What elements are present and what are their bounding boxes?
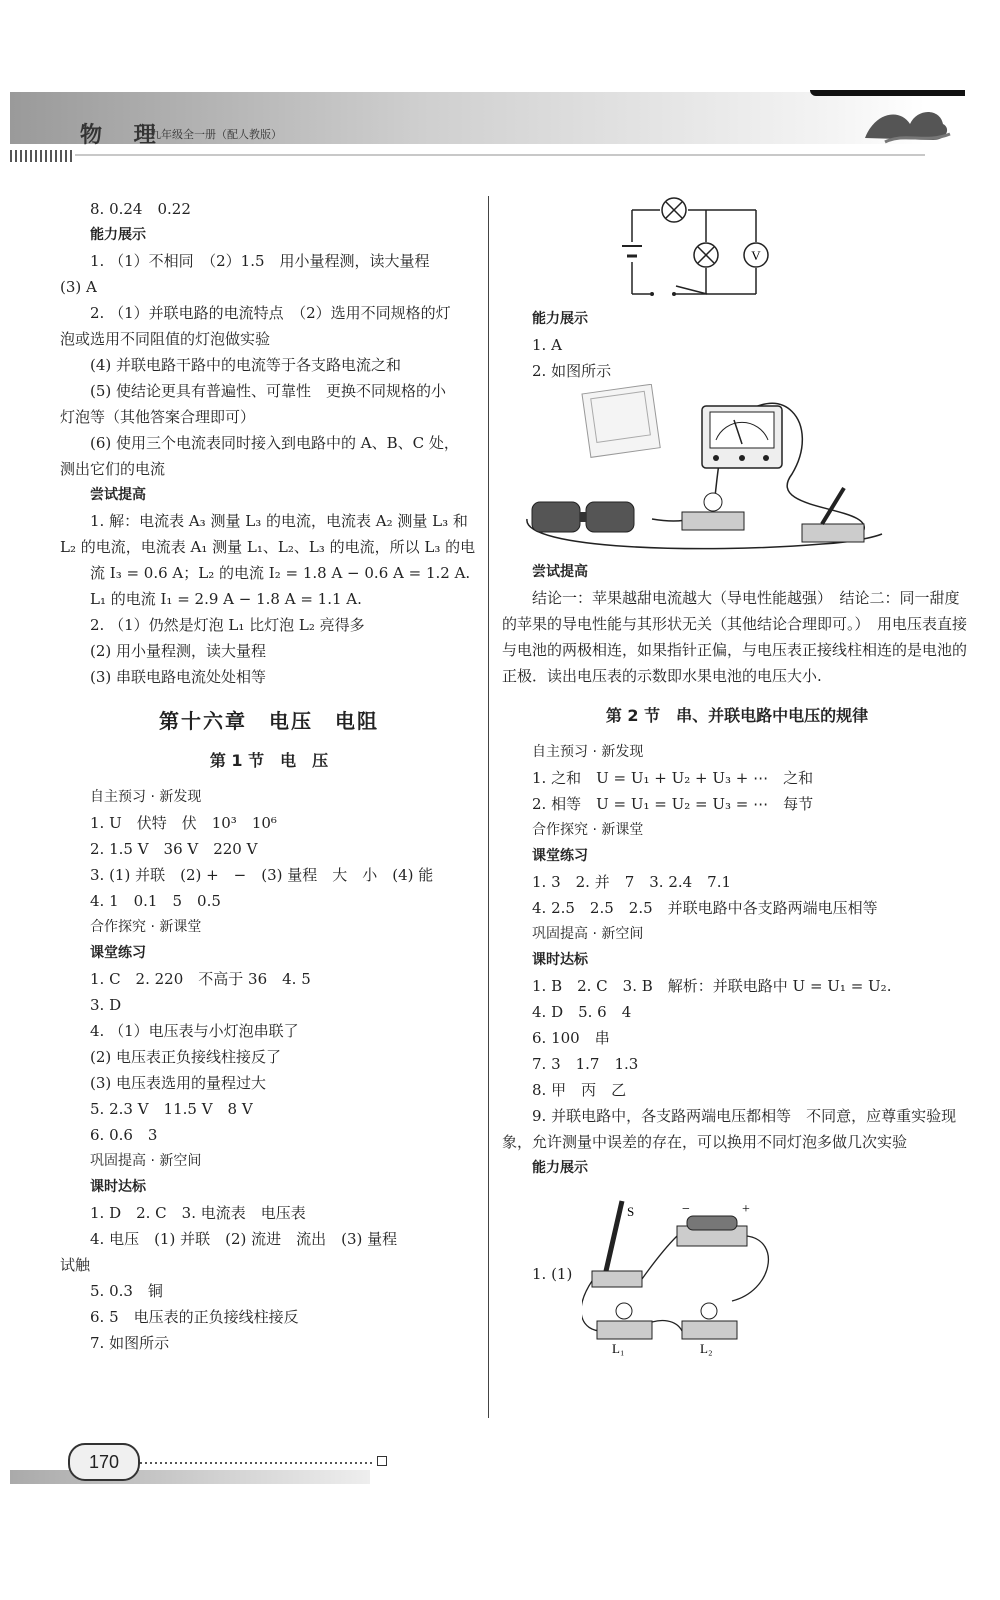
- answer-line: 7. 如图所示: [90, 1334, 170, 1352]
- switch-icon: [592, 1201, 642, 1287]
- answer-line: 2. （1）仍然是灯泡 L₁ 比灯泡 L₂ 亮得多: [90, 616, 365, 634]
- section-heading: 课时达标: [90, 1179, 146, 1195]
- voltmeter-icon: [744, 243, 768, 267]
- answer-line: 6. 100 串: [532, 1029, 610, 1047]
- answer-line: 3. (1) 并联 (2) + − (3) 量程 大 小 (4) 能: [90, 866, 434, 884]
- switch-icon: [802, 488, 864, 542]
- section-heading: 能力展示: [90, 227, 146, 243]
- answer-line: 2. 1.5 V 36 V 220 V: [90, 840, 258, 858]
- stamp-icon: [582, 384, 660, 457]
- answer-line: (5) 使结论更具有普遍性、可靠性 更换不同规格的小: [90, 382, 447, 400]
- answer-line: 6. 0.6 3: [90, 1126, 158, 1144]
- answer-line: L₂ 的电流，电流表 A₁ 测量 L₁、L₂、L₃ 的电流，所以 L₃ 的电: [60, 538, 476, 556]
- answer-line: 测出它们的电流: [60, 460, 166, 478]
- header-line: [75, 154, 925, 156]
- section-title: 第 1 节 电 压: [209, 751, 329, 770]
- subsection-heading: 自主预习 · 新发现: [532, 744, 644, 760]
- circuit-diagram: [502, 196, 972, 306]
- answer-line: (4) 并联电路干路中的电流等于各支路电流之和: [90, 356, 402, 374]
- answer-line: 5. 2.3 V 11.5 V 8 V: [90, 1100, 253, 1118]
- lamp-label: L₁: [612, 1341, 625, 1356]
- lamp-icon: [682, 1303, 737, 1339]
- subject-title: 物 理: [80, 122, 168, 148]
- answer-line: 6. 5 电压表的正负接线柱接反: [90, 1308, 299, 1326]
- section-title: 第 2 节 串、并联电路中电压的规律: [605, 706, 869, 725]
- battery-icon: [622, 246, 642, 256]
- book-subtitle: 九年级全一册（配人教版）: [150, 128, 282, 141]
- parallel-circuit-figure: [502, 1181, 972, 1356]
- battery-icon: [532, 502, 634, 532]
- chapter-title: 第十六章 电压 电阻: [159, 709, 379, 733]
- answer-line: 1. 3 2. 并 7 3. 2.4 7.1: [532, 873, 732, 891]
- wire: [676, 286, 707, 294]
- answer-line: 灯泡等（其他答案合理即可）: [60, 408, 256, 426]
- header-swoosh: [810, 90, 965, 96]
- switch-label: S: [627, 1204, 635, 1219]
- section-heading: 尝试提高: [532, 564, 588, 580]
- answer-line: 2. （1）并联电路的电流特点 （2）选用不同规格的灯: [90, 304, 451, 322]
- answer-paragraph: 9. 并联电路中，各支路两端电压都相等 不同意，应尊重实验现象，允许测量中误差的存在，可以换用不同灯泡多做几次实验: [502, 1107, 957, 1151]
- answer-line: 4. 电压 (1) 并联 (2) 流进 流出 (3) 量程: [90, 1230, 398, 1248]
- right-column: [502, 196, 972, 1356]
- answer-line: 1. D 2. C 3. 电流表 电压表: [90, 1204, 306, 1222]
- section-heading: 课堂练习: [532, 848, 588, 864]
- section-heading: 能力展示: [532, 311, 588, 327]
- lamp-icon: [694, 243, 718, 267]
- parallel-wiring-illustration: [582, 1181, 882, 1356]
- answer-line: 4. （1）电压表与小灯泡串联了: [90, 1022, 299, 1040]
- subsection-heading: 合作探究 · 新课堂: [90, 919, 202, 935]
- lamp-icon: [682, 493, 744, 530]
- answer-line: (3) 电压表选用的量程过大: [90, 1074, 267, 1092]
- answer-line: (3) 串联电路电流处处相等: [90, 668, 267, 686]
- wire: [642, 1236, 677, 1279]
- answer-line: 5. 0.3 铜: [90, 1282, 163, 1300]
- header-ticks: [10, 150, 75, 162]
- answer-line: 1. B 2. C 3. B 解析：并联电路中 U = U₁ = U₂.: [532, 977, 892, 995]
- lamp-icon: [662, 198, 686, 222]
- voltmeter-label: V: [751, 248, 761, 263]
- minus-terminal-label: −: [682, 1202, 690, 1217]
- answer-line: (2) 用小量程测，读大量程: [90, 642, 267, 660]
- answer-line: 4. 1 0.1 5 0.5: [90, 892, 221, 910]
- lamp-label: L₂: [700, 1341, 713, 1356]
- plus-terminal-label: +: [742, 1202, 750, 1217]
- column-divider: [488, 196, 489, 1418]
- answer-line: 7. 3 1.7 1.3: [532, 1055, 639, 1073]
- section-heading: 课时达标: [532, 952, 588, 968]
- subsection-heading: 巩固提高 · 新空间: [90, 1153, 202, 1169]
- section-heading: 尝试提高: [90, 487, 146, 503]
- answer-paragraph: 结论一：苹果越甜电流越大（导电性能越强） 结论二：同一甜度的苹果的导电性能与其形状无关（其他结论合理即可。） 用电压表直接与电池的两极相连，如果指针正偏，与电压表正接线柱相连的是电池的正极．读出电压表的示数即水果电池的电压大小.: [502, 589, 968, 685]
- answer-line: 1. U 伏特 伏 10³ 10⁶: [90, 814, 277, 832]
- answer-line: 流 I₃ = 0.6 A；L₂ 的电流 I₂ = 1.8 A − 0.6 A = 1.2 A.: [90, 564, 471, 582]
- answer-line: 1. A: [532, 336, 562, 354]
- answer-line: (6) 使用三个电流表同时接入到电路中的 A、B、C 处，: [90, 434, 459, 452]
- page-header: [10, 92, 960, 160]
- section-heading: 能力展示: [532, 1160, 588, 1176]
- battery-icon: [677, 1216, 747, 1246]
- answer-line: 3. D: [90, 996, 122, 1014]
- section-heading: 课堂练习: [90, 945, 146, 961]
- footer-band: [10, 1470, 370, 1484]
- left-column: [60, 196, 478, 1356]
- answer-line: 1. 解：电流表 A₃ 测量 L₃ 的电流，电流表 A₂ 测量 L₃ 和: [90, 512, 468, 530]
- answer-line: 4. D 5. 6 4: [532, 1003, 632, 1021]
- page-number: 170: [68, 1443, 140, 1481]
- footer-dots: [140, 1462, 375, 1464]
- subsection-heading: 自主预习 · 新发现: [90, 789, 202, 805]
- answer-line: 2. 相等 U = U₁ = U₂ = U₃ = ⋯ 每节: [532, 795, 814, 813]
- lamp-icon: [597, 1303, 652, 1339]
- answer-line: 1. 之和 U = U₁ + U₂ + U₃ + ⋯ 之和: [532, 769, 814, 787]
- switch-icon: [650, 292, 676, 296]
- answer-line: 8. 0.24 0.22: [90, 200, 191, 218]
- answer-line: (2) 电压表正负接线柱接反了: [90, 1048, 282, 1066]
- answer-line: 1. （1）不相同 （2）1.5 用小量程测，读大量程: [90, 252, 430, 270]
- answer-line: 2. 如图所示: [532, 362, 612, 380]
- answer-line: 试触: [60, 1256, 91, 1274]
- footer-square-icon: [377, 1456, 387, 1466]
- subsection-heading: 巩固提高 · 新空间: [532, 926, 644, 942]
- answer-line: L₁ 的电流 I₁ = 2.9 A − 1.8 A = 1.1 A.: [90, 590, 362, 608]
- answer-line: 8. 甲 丙 乙: [532, 1081, 627, 1099]
- answer-line: 4. 2.5 2.5 2.5 并联电路中各支路两端电压相等: [532, 899, 878, 917]
- answer-line: (3) A: [60, 278, 97, 296]
- wiring-illustration: [502, 384, 972, 559]
- answer-line: 1. C 2. 220 不高于 36 4. 5: [90, 970, 311, 988]
- answer-line: 1. (1): [532, 1265, 573, 1283]
- answer-line: 泡或选用不同阻值的灯泡做实验: [60, 330, 271, 348]
- voltmeter-icon: [702, 406, 782, 468]
- cloud-ornament-icon: [855, 102, 955, 146]
- subsection-heading: 合作探究 · 新课堂: [532, 822, 644, 838]
